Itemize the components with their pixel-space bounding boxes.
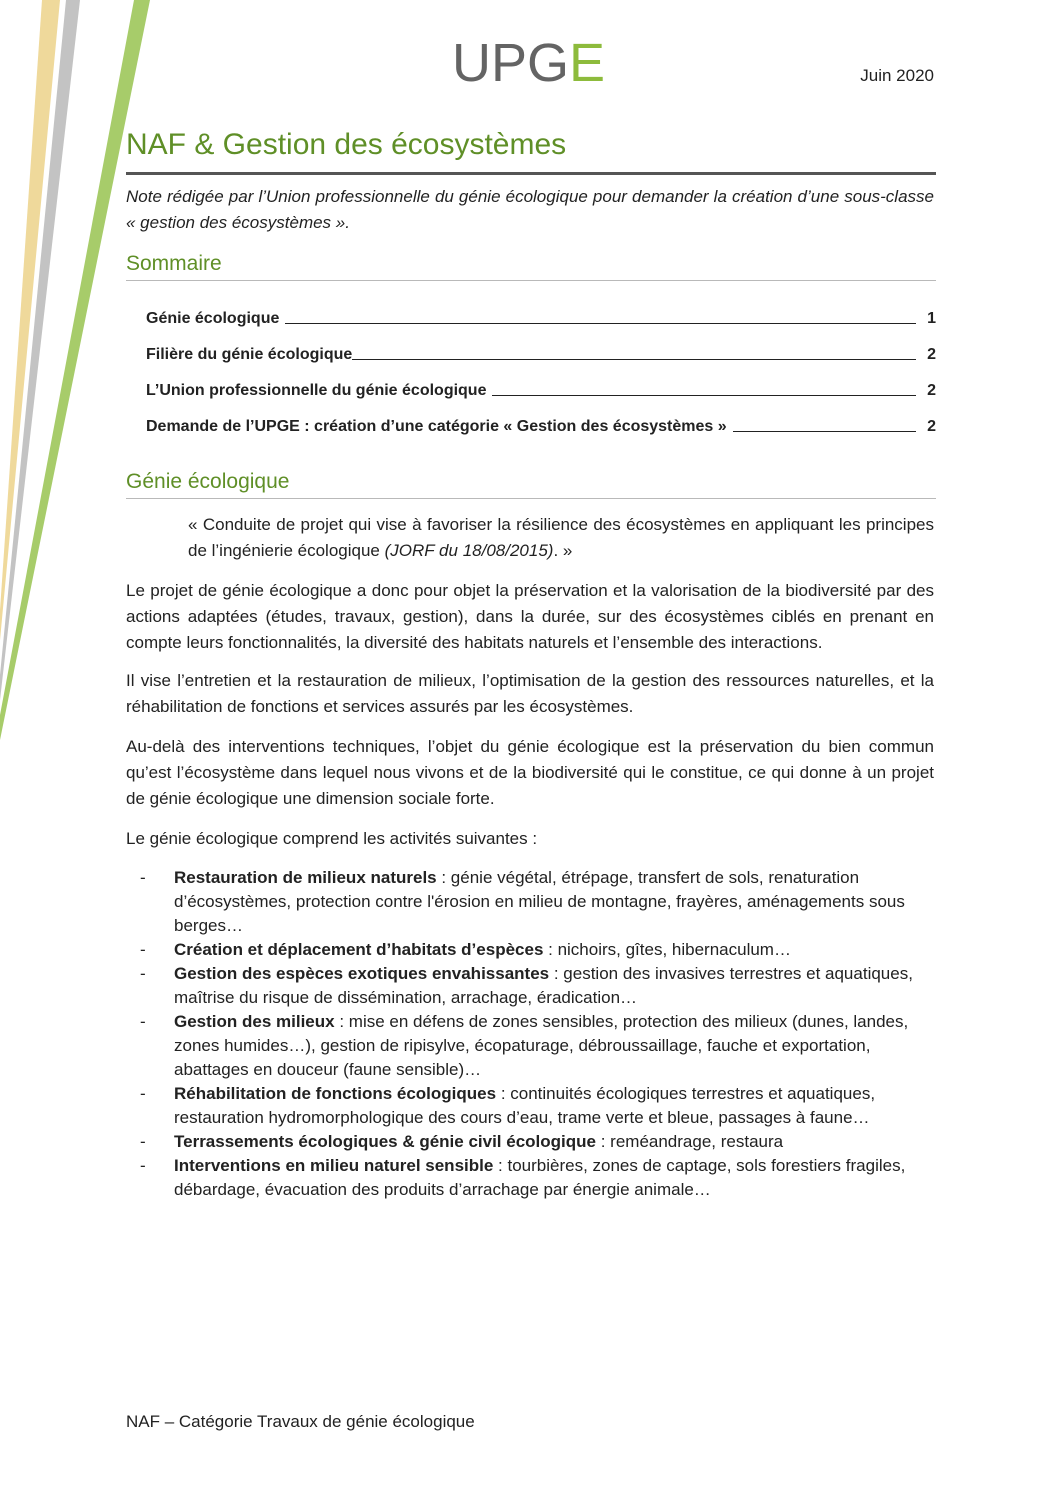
toc-item-label: L’Union professionnelle du génie écologique — [146, 382, 487, 399]
toc-item-page: 2 — [927, 346, 936, 363]
toc-item-page: 2 — [927, 418, 936, 435]
toc-item[interactable] — [146, 292, 936, 328]
list-item — [140, 962, 940, 1010]
list-item-term: Restauration de milieux naturels — [174, 868, 437, 887]
list-item-text: : continuités écologiques terrestres et aquatiques, restauration hydromorphologique des cours d’eau, trame verte et bleue, passages à faune… — [174, 1084, 876, 1127]
list-item — [140, 1082, 940, 1130]
list-item — [140, 866, 940, 938]
list-item-term: Interventions en milieu naturel sensible — [174, 1156, 494, 1175]
quote-text: « Conduite de projet qui vise à favoriser la résilience des écosystèmes en appliquant les principes de l’ingénierie écologique — [188, 515, 934, 560]
list-item-text: : nichoirs, gîtes, hibernaculum… — [543, 940, 791, 959]
list-item-text: : tourbières, zones de captage, sols forestiers fragiles, débardage, évacuation des produits d’arrachage par énergie animale… — [174, 1156, 906, 1199]
list-dash: - — [140, 964, 146, 983]
list-item-term: Gestion des milieux — [174, 1012, 335, 1031]
quote-end: . » — [553, 541, 573, 560]
paragraph: Au-delà des interventions techniques, l’objet du génie écologique est la préservation du bien commun qu’est l’écosystème dans lequel nous vivons et de la biodiversité qui le constitue, ce qui donne à un projet de génie écologique une dimension sociale forte. — [126, 737, 934, 808]
toc-item[interactable] — [146, 328, 936, 364]
toc-heading-rule — [126, 280, 936, 281]
toc-leader — [352, 359, 916, 360]
list-item — [140, 938, 940, 962]
list-dash: - — [140, 1156, 146, 1175]
toc-heading: Sommaire — [126, 252, 222, 275]
toc-leader — [285, 323, 916, 324]
toc-item-page: 2 — [927, 382, 936, 399]
toc-item[interactable] — [146, 400, 936, 436]
intro-note: Note rédigée par l’Union professionnelle du génie écologique pour demander la création d’une sous-classe « gestion des écosystèmes ». — [126, 187, 934, 232]
list-item-text: : génie végétal, étrépage, transfert de sols, renaturation d’écosystèmes, protection contre l'érosion en milieu de montagne, frayères, aménagements sous berges… — [174, 868, 905, 935]
toc-item-page: 1 — [927, 310, 936, 327]
section-heading-genie-ecologique: Génie écologique — [126, 470, 290, 493]
toc-item-label: Filière du génie écologique — [146, 346, 353, 363]
list-item-term: Réhabilitation de fonctions écologiques — [174, 1084, 497, 1103]
list-dash: - — [140, 1132, 146, 1151]
list-dash: - — [140, 1084, 146, 1103]
toc-leader — [733, 431, 916, 432]
document-date: Juin 2020 — [860, 66, 934, 85]
list-item — [140, 1154, 940, 1202]
paragraph: Le projet de génie écologique a donc pour objet la préservation et la valorisation de la biodiversité par des actions adaptées (études, travaux, gestion), dans la durée, sur des écosystèmes ciblés en prenant en compte leurs fonctionnalités, la diversité des habitats naturels et l’ensemble des interactions. — [126, 581, 934, 652]
document-title: NAF & Gestion des écosystèmes — [126, 128, 567, 161]
definition-quote — [188, 512, 934, 564]
upge-logo — [452, 33, 606, 93]
toc-item-label: Demande de l’UPGE : création d’une catégorie « Gestion des écosystèmes » — [146, 418, 727, 435]
stripe-yellow — [0, 0, 60, 640]
list-item — [140, 1010, 940, 1082]
list-item-term: Création et déplacement d’habitats d’espèces — [174, 940, 544, 959]
list-item-text: : gestion des invasives terrestres et aquatiques, maîtrise du risque de dissémination, arrachage, éradication… — [174, 964, 913, 1007]
list-item-term: Gestion des espèces exotiques envahissantes — [174, 964, 550, 983]
list-dash: - — [140, 868, 146, 887]
toc-item-label: Génie écologique — [146, 310, 280, 327]
quote-reference: (JORF du 18/08/2015) — [384, 541, 554, 560]
list-item-term: Terrassements écologiques & génie civil écologique — [174, 1132, 596, 1151]
paragraph: Il vise l’entretien et la restauration de milieux, l’optimisation de la gestion des ressources naturelles, et la réhabilitation de fonctions et services assurés par les écosystèmes. — [126, 671, 934, 716]
activities-list — [140, 866, 940, 1202]
list-dash: - — [140, 940, 146, 959]
logo-text-grey: UPG — [452, 33, 570, 93]
table-of-contents — [146, 292, 936, 436]
title-rule — [126, 172, 936, 175]
section-heading-rule — [126, 498, 936, 499]
list-dash: - — [140, 1012, 146, 1031]
list-item-text: : mise en défens de zones sensibles, protection des milieux (dunes, landes, zones humides…), gestion de ripisylve, écopaturage, débroussaillage, fauche et exportation, abattages en douceur (faune sensible)… — [174, 1012, 909, 1079]
list-item-text: : reméandrage, restaura — [596, 1132, 784, 1151]
logo-text-green: E — [569, 33, 606, 93]
toc-leader — [492, 395, 916, 396]
paragraph: Le génie écologique comprend les activités suivantes : — [126, 829, 538, 848]
list-item — [140, 1130, 940, 1154]
page-footer: NAF – Catégorie Travaux de génie écologique — [126, 1412, 475, 1431]
toc-item[interactable] — [146, 364, 936, 400]
